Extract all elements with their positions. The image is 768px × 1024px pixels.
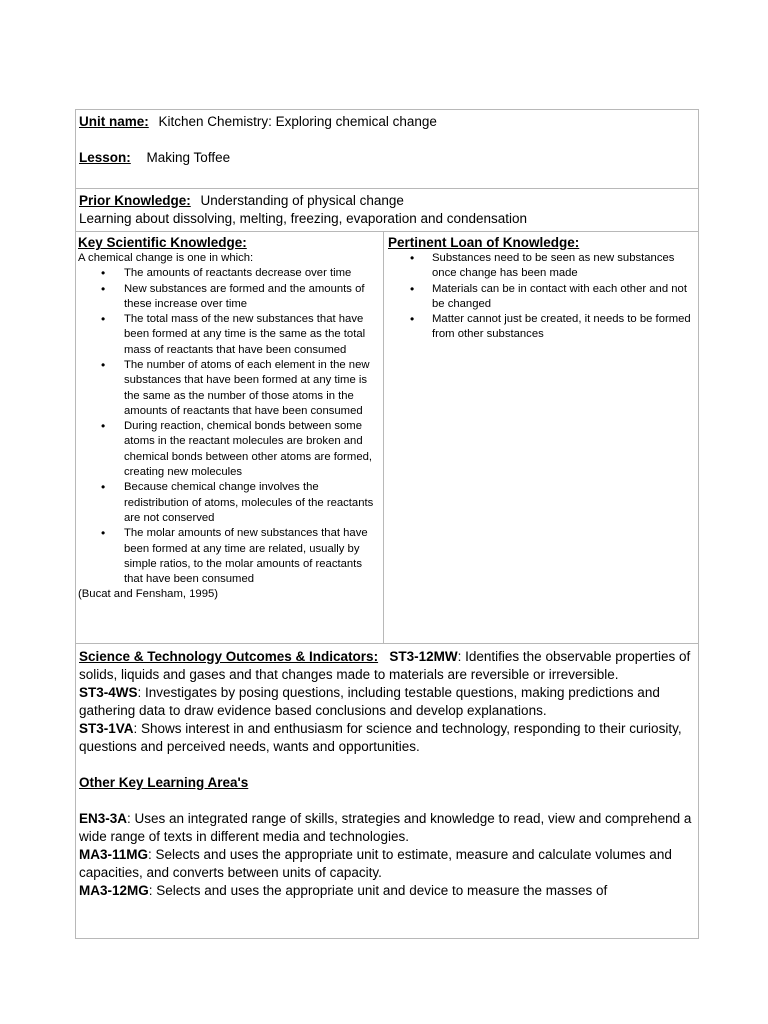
lesson-plan-table	[75, 109, 699, 939]
key-knowledge-list	[78, 266, 381, 587]
prior-text-1: Understanding of physical change	[200, 193, 404, 208]
outcome-text: : Shows interest in and enthusiasm for science and technology, responding to their curiosity, questions and perceived needs, wants and opportunities.	[79, 721, 682, 754]
list-item: • Substances need to be seen as new substances once change has been made	[388, 251, 696, 282]
list-item: • Because chemical change involves the redistribution of atoms, molecules of the reactants are not conserved	[78, 480, 381, 526]
outcome-text: : Uses an integrated range of skills, strategies and knowledge to read, view and comprehend a wide range of texts in different media and technologies.	[79, 811, 692, 844]
outcome-code: ST3-12MW	[389, 649, 458, 664]
key-knowledge-heading: Key Scientific Knowledge:	[78, 235, 247, 250]
outcome-st3-1va	[79, 720, 695, 756]
outcome-text: : Identifies the observable properties of solids, liquids and gases and that changes made to materials are reversible or irreversible.	[79, 649, 691, 682]
unit-label: Unit name:	[79, 114, 149, 129]
other-kla-heading: Other Key Learning Area's	[79, 775, 249, 790]
knowledge-row	[76, 232, 698, 644]
pertinent-heading: Pertinent Loan of Knowledge:	[388, 235, 580, 250]
list-item: • Materials can be in contact with each other and not be changed	[388, 282, 696, 313]
outcome-code: ST3-1VA	[79, 721, 134, 736]
lesson-label: Lesson:	[79, 150, 131, 165]
unit-line	[79, 113, 695, 131]
outcome-en3-3a	[79, 810, 695, 846]
list-item: • Matter cannot just be created, it needs to be formed from other substances	[388, 312, 696, 343]
outcome-st3-12mw	[79, 648, 695, 684]
list-item: • The amounts of reactants decrease over time	[78, 266, 381, 281]
list-item: • During reaction, chemical bonds between some atoms in the reactant molecules are broken and chemical bonds between other atoms are formed, creating new molecules	[78, 419, 381, 480]
key-knowledge-intro: A chemical change is one in which:	[78, 252, 254, 264]
outcome-text: : Selects and uses the appropriate unit and device to measure the masses of	[148, 883, 608, 898]
list-item: • The number of atoms of each element in the new substances that have been formed at any time is the same as the number of those atoms in the amounts of reactants that have been consumed	[78, 358, 381, 419]
unit-value: Kitchen Chemistry: Exploring chemical change	[158, 114, 437, 129]
prior-knowledge-section	[76, 189, 698, 232]
prior-line-1	[79, 192, 695, 210]
pertinent-list	[388, 251, 696, 343]
lesson-value: Making Toffee	[146, 150, 231, 165]
outcome-text: : Selects and uses the appropriate unit to estimate, measure and calculate volumes and capacities, and converts between units of capacity.	[79, 847, 672, 880]
outcomes-section	[76, 644, 698, 938]
prior-label: Prior Knowledge:	[79, 193, 191, 208]
outcome-st3-4ws	[79, 684, 695, 720]
citation: (Bucat and Fensham, 1995)	[78, 588, 219, 601]
outcome-code: ST3-4WS	[79, 685, 138, 700]
outcomes-heading: Science & Technology Outcomes & Indicators:	[79, 649, 379, 664]
list-item: • The total mass of the new substances that have been formed at any time is the same as the total mass of reactants that have been consumed	[78, 312, 381, 358]
pertinent-knowledge	[384, 232, 698, 643]
outcome-code: MA3-12MG	[79, 883, 149, 898]
lesson-line	[79, 149, 695, 167]
outcome-text: : Investigates by posing questions, including testable questions, making predictions and gathering data to draw evidence based conclusions and develop explanations.	[79, 685, 660, 718]
outcome-ma3-12mg	[79, 882, 695, 900]
outcome-code: MA3-11MG	[79, 847, 149, 862]
outcome-code: EN3-3A	[79, 811, 128, 826]
prior-text-2: Learning about dissolving, melting, freezing, evaporation and condensation	[79, 211, 528, 226]
outcome-ma3-11mg	[79, 846, 695, 882]
key-scientific-knowledge	[76, 232, 384, 643]
list-item: • The molar amounts of new substances that have been formed at any time are related, usually by simple ratios, to the molar amounts of reactants that have been consumed	[78, 526, 381, 587]
list-item: • New substances are formed and the amounts of these increase over time	[78, 282, 381, 313]
unit-section	[76, 110, 698, 189]
